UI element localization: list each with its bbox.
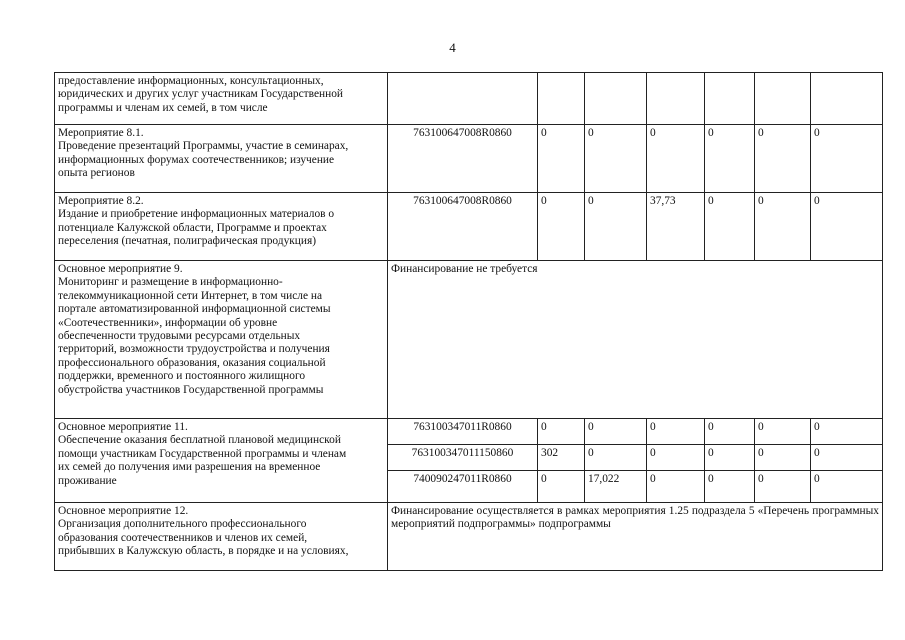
value-cell: 0 (705, 419, 755, 445)
value-cell: 0 (811, 193, 883, 261)
value-cell: 0 (811, 419, 883, 445)
value-cell: 0 (585, 445, 647, 471)
value-cell: 0 (647, 445, 705, 471)
value-cell (755, 73, 811, 125)
value-cell: 0 (811, 125, 883, 193)
activity-description: Основное мероприятие 9. Мониторинг и размещение в информационно- телекоммуникационной сети Интернет, в том числе на портале автоматизированной информационной системы «Соотечественники», информации об уровне обеспеченности трудовыми ресурсами отдельных территорий, возможности трудоустройства и получения профессионального образования, оказания социальной поддержки, временного и постоянного жилищного обустройства участников Государственной программы (55, 261, 388, 419)
value-cell: 0 (811, 471, 883, 503)
page-number: 4 (449, 40, 456, 55)
value-cell: 0 (755, 419, 811, 445)
value-cell: 0 (755, 193, 811, 261)
table-row (55, 193, 883, 261)
value-cell: 0 (755, 471, 811, 503)
value-cell (647, 73, 705, 125)
value-cell: 17,022 (585, 471, 647, 503)
value-cell (585, 73, 647, 125)
value-cell: 0 (755, 445, 811, 471)
table-row (55, 261, 883, 419)
value-cell: 0 (538, 193, 585, 261)
value-cell: 302 (538, 445, 585, 471)
value-cell (811, 73, 883, 125)
value-cell: 0 (647, 419, 705, 445)
budget-code: 740090247011R0860 (388, 471, 538, 503)
budget-code (388, 73, 538, 125)
activity-description: Основное мероприятие 12. Организация дополнительного профессионального образования соотечественников и членов их семей, прибывших в Калужскую область, в порядке и на условиях, (55, 503, 388, 571)
activity-description: Мероприятие 8.2. Издание и приобретение информационных материалов о потенциале Калужской области, Программе и проектах переселения (печатная, полиграфическая продукция) (55, 193, 388, 261)
value-cell: 0 (647, 125, 705, 193)
value-cell: 0 (705, 125, 755, 193)
value-cell: 0 (705, 445, 755, 471)
financing-table (54, 72, 883, 571)
table-row (55, 73, 883, 125)
value-cell: 0 (538, 125, 585, 193)
value-cell: 0 (538, 471, 585, 503)
value-cell: 0 (538, 419, 585, 445)
value-cell: 0 (585, 125, 647, 193)
value-cell: 0 (705, 471, 755, 503)
activity-description: предоставление информационных, консультационных, юридических и других услуг участникам Государственной программы и членам их семей, в том числе (55, 73, 388, 125)
budget-code: 763100347011150860 (388, 445, 538, 471)
value-cell: 0 (647, 471, 705, 503)
value-cell (538, 73, 585, 125)
table-row (55, 419, 883, 445)
value-cell: 0 (705, 193, 755, 261)
value-cell: 0 (811, 445, 883, 471)
financing-note: Финансирование не требуется (388, 261, 883, 419)
activity-description: Мероприятие 8.1. Проведение презентаций Программы, участие в семинарах, информационных форумах соотечественников; изучение опыта регионов (55, 125, 388, 193)
budget-code: 763100647008R0860 (388, 125, 538, 193)
table-row (55, 125, 883, 193)
activity-description: Основное мероприятие 11. Обеспечение оказания бесплатной плановой медицинской помощи участникам Государственной программы и членам их семей до получения ими разрешения на временное проживание (55, 419, 388, 503)
value-cell: 37,73 (647, 193, 705, 261)
value-cell: 0 (585, 419, 647, 445)
value-cell: 0 (755, 125, 811, 193)
budget-code: 763100347011R0860 (388, 419, 538, 445)
budget-code: 763100647008R0860 (388, 193, 538, 261)
table-row (55, 503, 883, 571)
value-cell (705, 73, 755, 125)
value-cell: 0 (585, 193, 647, 261)
financing-note: Финансирование осуществляется в рамках мероприятия 1.25 подраздела 5 «Перечень программных мероприятий подпрограммы» подпрограммы (388, 503, 883, 571)
